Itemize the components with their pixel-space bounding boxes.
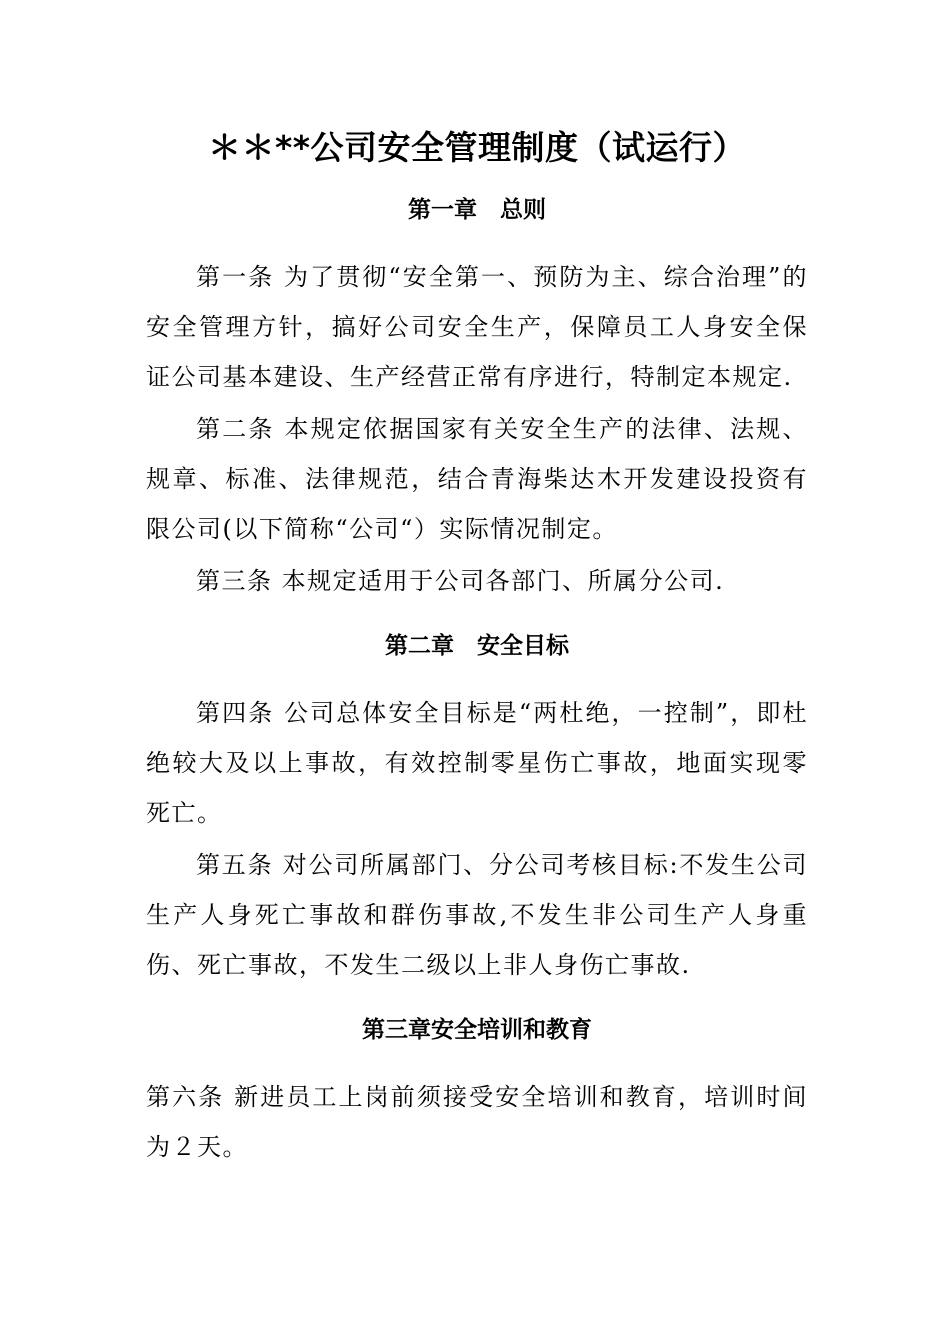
document-page [146,120,808,1174]
chapter-3 [146,1010,808,1172]
chapter-heading: 第二章 安全目标 [385,633,569,659]
article-3: 第三条 本规定适用于公司各部门、所属分公司. [196,567,725,595]
chapter-heading: 第一章 总则 [408,197,546,223]
chapter-1 [146,190,808,606]
article-5: 第五条 对公司所属部门、分公司考核目标:不发生公司生产人身死亡事故和群伤事故,不发生非公司生产人身重伤、死亡事故，不发生二级以上非人身伤亡事故. [146,851,808,979]
article-6: 第六条 新进员工上岗前须接受安全培训和教育，培训时间为２天。 [146,1083,808,1161]
article-4: 第四条 公司总体安全目标是“两杜绝，一控制”，即杜绝较大及以上事故，有效控制零星伤亡事故，地面实现零死亡。 [146,699,808,827]
document-title: ＊＊**公司安全管理制度（试运行） [207,128,746,167]
article-1: 第一条 为了贯彻“安全第一、预防为主、综合治理”的安全管理方针，搞好公司安全生产，保障员工人身安全保证公司基本建设、生产经营正常有序进行，特制定本规定. [146,263,808,391]
chapter-heading: 第三章安全培训和教育 [362,1017,592,1043]
chapter-2 [146,626,808,990]
article-2: 第二条 本规定依据国家有关安全生产的法律、法规、规章、标准、法律规范，结合青海柴达木开发建设投资有限公司(以下简称“公司“）实际情况制定。 [146,415,808,543]
